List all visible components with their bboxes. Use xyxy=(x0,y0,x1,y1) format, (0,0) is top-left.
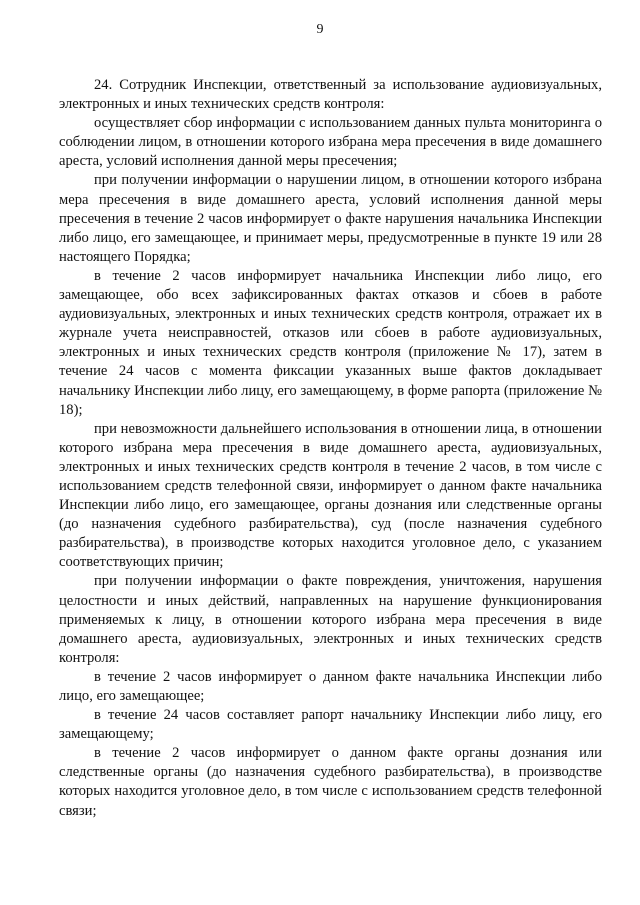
paragraph-failure-logging: в течение 2 часов информирует начальника Инспекции либо лицо, его замещающее, обо всех зафиксированных фактах отказов и сбоев в работе аудиовизуальных, электронных и иных технических средств контроля, отражает их в журнале учета неисправностей, отказов или сбоев в работе аудиовизуальных, электронных и иных технических средств контроля (приложение № 17), затем в течение 24 часов с момента фиксации указанных выше фактов докладывает начальнику Инспекции либо лицу, его замещающему, в форме рапорта (приложение № 18); xyxy=(59,267,602,418)
paragraph-inform-investigators: в течение 2 часов информирует о данном факте органы дознания или следственные органы (до назначения судебного разбирательства), в производстве которых находится уголовное дело, в том числе с использованием средств телефонной связи; xyxy=(59,745,602,819)
paragraph-violation-report: при получении информации о нарушении лицом, в отношении которого избрана мера пресечения в виде домашнего ареста, условий исполнения данной меры пресечения в течение 2 часов информирует о факте нарушения начальника Инспекции либо лицо, его замещающее, и принимает меры, предусмотренные в пункте 19 или 28 настоящего Порядка; xyxy=(59,172,602,265)
paragraph-monitoring-collection: осуществляет сбор информации с использованием данных пульта мониторинга о соблюдении лицом, в отношении которого избрана мера пресечения в виде домашнего ареста, условий исполнения данной меры пресечения; xyxy=(59,115,602,170)
paragraph-report-24h: в течение 24 часов составляет рапорт начальнику Инспекции либо лицу, его замещающему; xyxy=(59,707,602,743)
paragraph-impossibility-notice: при невозможности дальнейшего использования в отношении лица, в отношении которого избрана мера пресечения в виде домашнего ареста, аудиовизуальных, электронных и иных технических средств контроля в течение 2 часов, в том числе с использованием средств телефонной связи, информирует о данном факте начальника Инспекции либо лицо, его замещающее, органы дознания или следственные органы (до назначения судебного разбирательства), суд (после назначения судебного разбирательства), в производстве которых находится уголовное дело, с указанием соответствующих причин; xyxy=(59,420,602,571)
paragraph-damage-information: при получении информации о факте повреждения, уничтожения, нарушения целостности и иных действий, направленных на нарушение функционирования применяемых к лицу, в отношении которого избрана мера пресечения в виде домашнего ареста, аудиовизуальных, электронных и иных технических средств контроля: xyxy=(59,573,602,666)
paragraph-inform-head: в течение 2 часов информирует о данном факте начальника Инспекции либо лицо, его замещающее; xyxy=(59,668,602,704)
document-body xyxy=(59,76,602,821)
paragraph-item-24-heading: 24. Сотрудник Инспекции, ответственный за использование аудиовизуальных, электронных и иных технических средств контроля: xyxy=(59,77,602,113)
page-number: 9 xyxy=(316,22,324,37)
